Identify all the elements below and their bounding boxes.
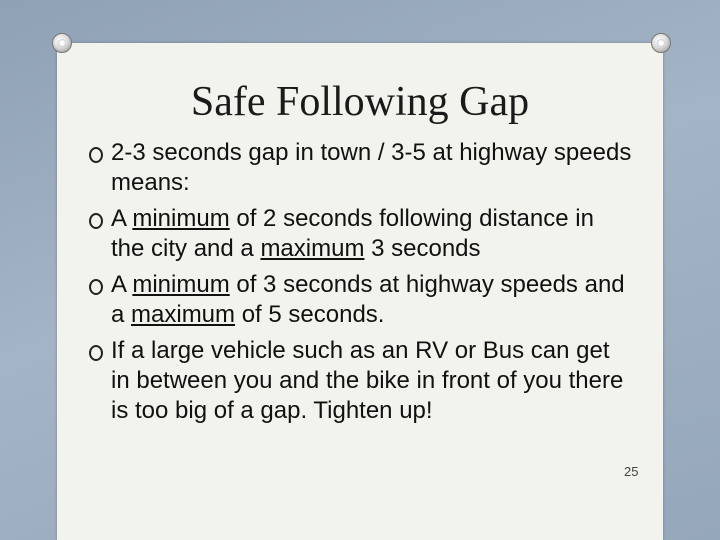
circle-bullet-icon: [89, 279, 103, 295]
bullet-item: [62, 138, 632, 198]
underlined-text: minimum: [132, 205, 230, 232]
pushpin-icon: [651, 33, 671, 53]
bullet-item: [62, 270, 632, 330]
bullet-text: of 2 seconds following distance in the city and a: [111, 205, 594, 262]
page-number: 25: [624, 464, 639, 479]
bullet-text: If a large vehicle such as an RV or Bus can get in between you and the bike in front of you there is too big of a gap. Tighten up!: [111, 337, 624, 424]
bullet-item: [62, 336, 632, 426]
bullet-text: A: [111, 205, 133, 232]
circle-bullet-icon: [89, 345, 103, 361]
bullet-text: of 5 seconds.: [235, 301, 385, 328]
bullet-item: [62, 204, 632, 264]
bullet-list: [62, 138, 632, 432]
underlined-text: minimum: [132, 271, 230, 298]
bullet-text: of 3 seconds at highway speeds and a: [111, 271, 625, 328]
circle-bullet-icon: [89, 213, 103, 229]
bullet-text: 2-3 seconds gap in town / 3-5 at highway speeds means:: [111, 139, 632, 196]
underlined-text: maximum: [131, 301, 236, 328]
bullet-text: A: [111, 271, 133, 298]
pushpin-icon: [52, 33, 72, 53]
slide-title: Safe Following Gap: [190, 79, 530, 125]
circle-bullet-icon: [89, 147, 103, 163]
bullet-text: 3 seconds: [364, 235, 481, 262]
underlined-text: maximum: [260, 235, 365, 262]
